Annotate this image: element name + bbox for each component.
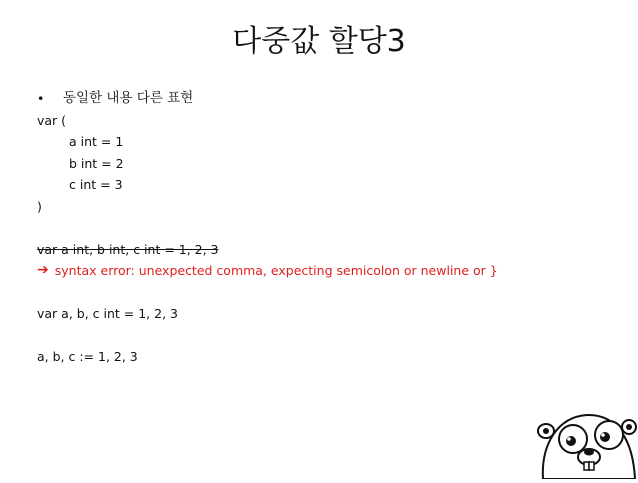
- spacer: [37, 217, 617, 239]
- bullet-item: [37, 88, 617, 110]
- code-c-decl: c int = 3: [69, 177, 123, 192]
- error-line: [37, 260, 617, 282]
- struck-code-line: var a int, b int, c int = 1, 2, 3: [37, 241, 219, 257]
- code-var-open: var (: [37, 112, 67, 128]
- bullet-text: 동일한 내용 다른 표현: [63, 90, 194, 106]
- code-alt-decl: var a, b, c int = 1, 2, 3: [37, 306, 178, 321]
- slide-title: 다중값 할당3: [232, 24, 406, 59]
- code-b-decl: b int = 2: [69, 155, 124, 171]
- error-message: syntax error: unexpected comma, expecting semicolon or newline or }: [54, 263, 498, 278]
- bullet-dot: •: [37, 91, 45, 106]
- code-close-paren: ): [37, 198, 42, 214]
- arrow-right-icon: ➔: [37, 262, 49, 278]
- spacer: [37, 325, 617, 347]
- spacer: [37, 282, 617, 304]
- code-short-decl: a, b, c := 1, 2, 3: [37, 349, 138, 364]
- slide-content: [37, 88, 617, 368]
- code-a-decl: a int = 1: [69, 134, 124, 149]
- gopher-mascot-icon: [529, 405, 638, 479]
